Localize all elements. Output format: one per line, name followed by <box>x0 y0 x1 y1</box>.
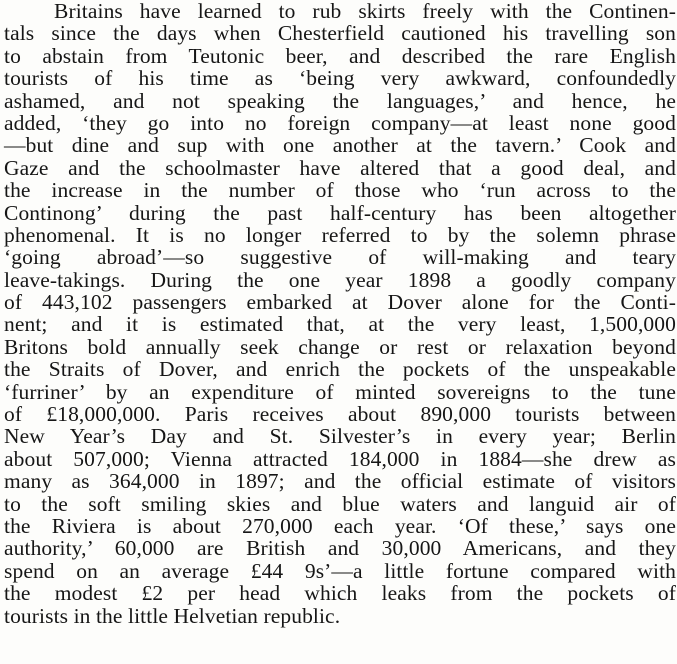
text-line: Gaze and the schoolmaster have altered that a good deal, and <box>4 155 676 180</box>
text-line: the Riviera is about 270,000 each year. ‘Of these,’ says one <box>4 513 676 538</box>
text-line: Britons bold annually seek change or rest or relaxation beyond <box>4 334 676 359</box>
text-line: of £18,000,000. Paris receives about 890,000 tourists between <box>4 402 676 427</box>
text-line: added, ‘they go into no foreign company—at least none good <box>4 110 676 135</box>
body-paragraph <box>4 0 676 627</box>
text-line: leave-takings. During the one year 1898 a goodly company <box>4 267 676 292</box>
text-line: the modest £2 per head which leaks from the pockets of <box>4 581 676 606</box>
text-line: Continong’ during the past half-century has been altogether <box>4 200 676 225</box>
text-line: ‘furriner’ by an expenditure of minted sovereigns to the tune <box>4 379 676 404</box>
text-line: tals since the days when Chesterfield cautioned his travelling son <box>4 21 676 46</box>
text-line: authority,’ 60,000 are British and 30,000 Americans, and they <box>4 536 676 561</box>
text-line: ashamed, and not speaking the languages,’ and hence, he <box>4 88 676 113</box>
text-line: the increase in the number of those who ‘run across to the <box>4 178 676 203</box>
text-line: the Straits of Dover, and enrich the pockets of the unspeakable <box>4 357 676 382</box>
text-line: tourists in the little Helvetian republic. <box>4 603 341 628</box>
text-line: New Year’s Day and St. Silvester’s in every year; Berlin <box>4 424 676 449</box>
text-line: phenomenal. It is no longer referred to by the solemn phrase <box>4 222 676 247</box>
text-line: to abstain from Teutonic beer, and described the rare English <box>4 43 676 68</box>
text-line: of 443,102 passengers embarked at Dover alone for the Conti- <box>4 290 676 315</box>
text-line: ‘going abroad’—so suggestive of will-making and teary <box>4 245 676 270</box>
text-line: —but dine and sup with one another at the tavern.’ Cook and <box>4 133 676 158</box>
text-line: tourists of his time as ‘being very awkward, confoundedly <box>4 66 676 91</box>
text-line: many as 364,000 in 1897; and the official estimate of visitors <box>4 469 676 494</box>
text-line: Britains have learned to rub skirts freely with the Continen- <box>54 0 676 23</box>
text-line: to the soft smiling skies and blue waters and languid air of <box>4 491 676 516</box>
text-line: spend on an average £44 9s’—a little fortune compared with <box>4 558 676 583</box>
text-line: about 507,000; Vienna attracted 184,000 in 1884—she drew as <box>4 446 676 471</box>
text-line: nent; and it is estimated that, at the very least, 1,500,000 <box>4 312 676 337</box>
